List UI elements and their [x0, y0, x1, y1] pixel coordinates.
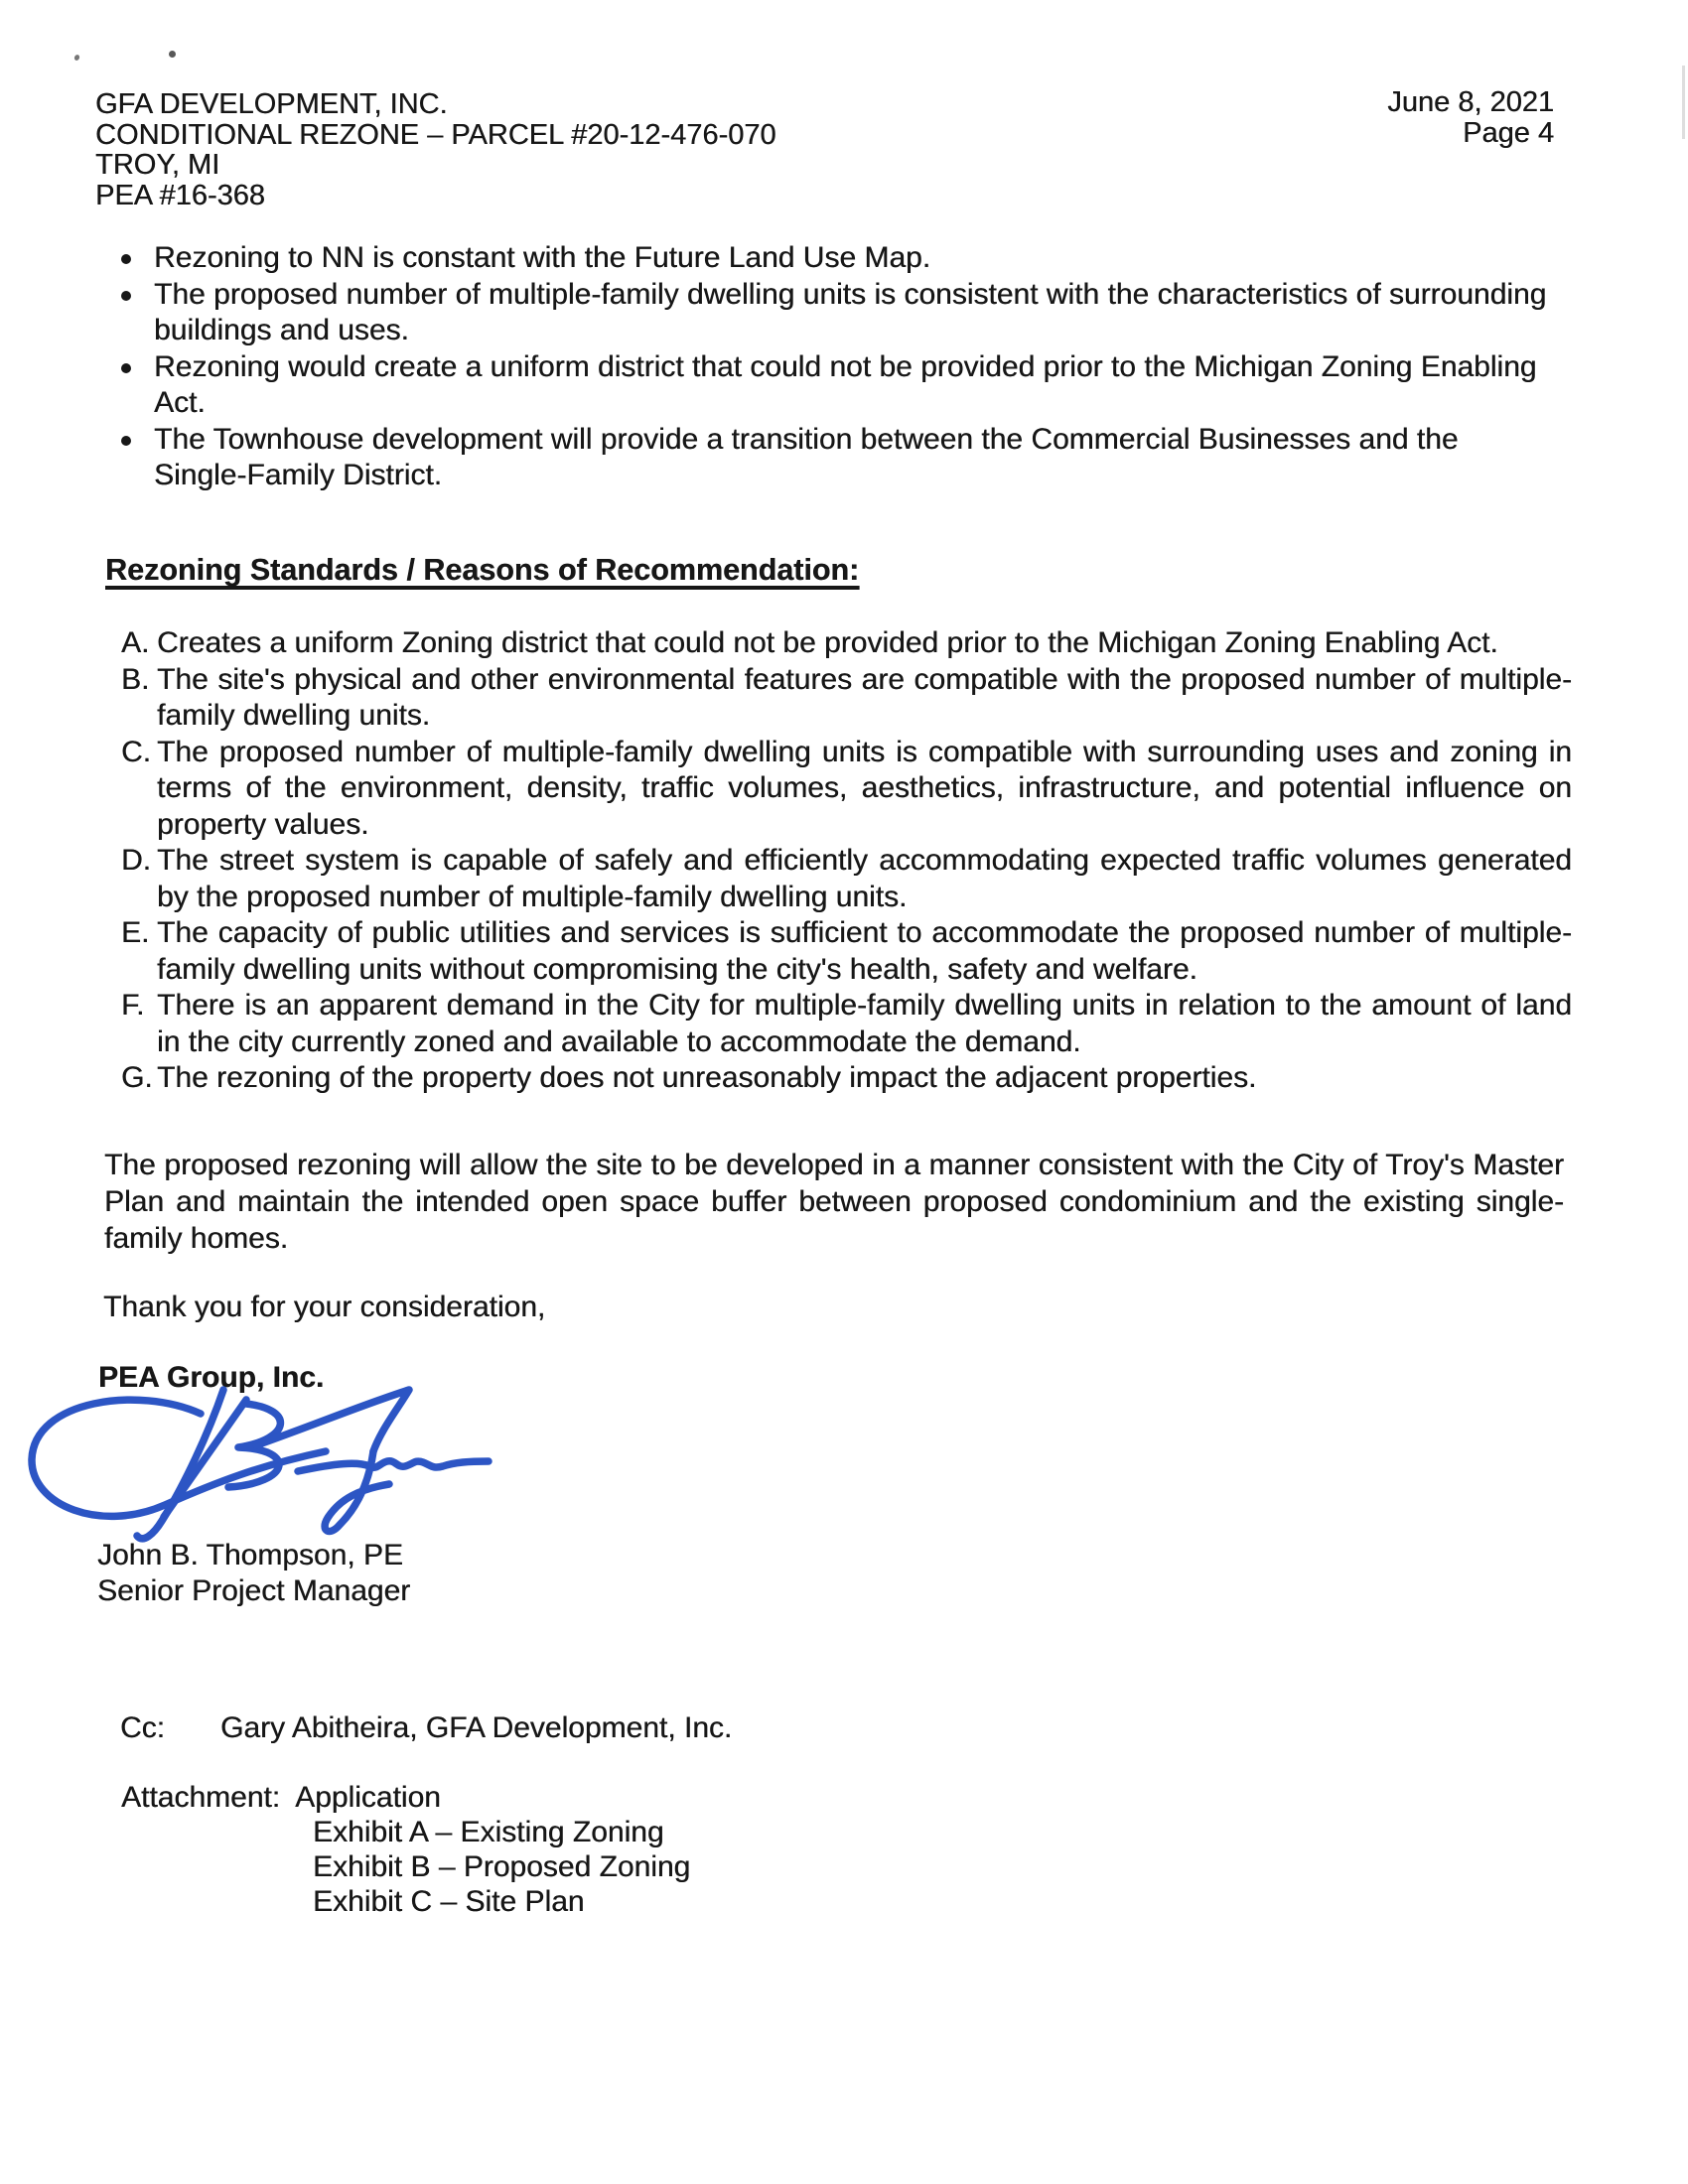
- item-marker: B.: [121, 662, 150, 696]
- item-text: The site's physical and other environmental features are compatible with the proposed number of multiple-family dwelling units.: [157, 662, 1572, 732]
- item-marker: E.: [121, 916, 150, 949]
- item-marker: G.: [121, 1061, 153, 1094]
- page-number: Page 4: [1463, 117, 1554, 149]
- standards-item: [121, 843, 1572, 915]
- attachment-item: Exhibit C – Site Plan: [313, 1885, 585, 1918]
- standards-item: [121, 735, 1572, 844]
- bullet-item: [121, 422, 1549, 494]
- item-marker: C.: [121, 735, 151, 768]
- summary-bullet-list: [121, 240, 1549, 494]
- attachment-item: Application: [295, 1781, 441, 1814]
- item-text: The proposed number of multiple-family dwelling units is compatible with surrounding uses and zoning in terms of the environment, density, traffic volumes, aesthetics, infrastructure, and potential influence on property values.: [157, 735, 1572, 841]
- signature-company: PEA Group, Inc.: [98, 1361, 325, 1394]
- attachment-block: [121, 1780, 690, 1919]
- standards-item: [121, 662, 1572, 735]
- section-heading: Rezoning Standards / Reasons of Recommendation:: [105, 553, 860, 587]
- scan-artifact: [1682, 66, 1685, 139]
- standards-item: [121, 915, 1572, 988]
- attachment-label: Attachment:: [121, 1781, 281, 1814]
- scan-speckle: [73, 54, 80, 62]
- bullet-marker-icon: [121, 240, 154, 264]
- standards-list: [121, 625, 1572, 1097]
- item-marker: A.: [121, 626, 150, 659]
- bullet-item: [121, 277, 1549, 349]
- project-line: CONDITIONAL REZONE – PARCEL #20-12-476-070: [95, 118, 776, 151]
- signature-block: [97, 1538, 410, 1609]
- bullet-text: The Townhouse development will provide a transition between the Commercial Businesses and the Single-Family District.: [154, 422, 1459, 491]
- letterhead-block: [95, 89, 776, 210]
- bullet-text: Rezoning would create a uniform district that could not be provided prior to the Michigan Zoning Enabling Act.: [154, 349, 1537, 419]
- item-text: The rezoning of the property does not unreasonably impact the adjacent properties.: [157, 1061, 1257, 1094]
- date-line: June 8, 2021: [1387, 86, 1554, 118]
- closing-paragraph: The proposed rezoning will allow the site to be developed in a manner consistent with the City of Troy's Master Plan and maintain the intended open space buffer between proposed condominium and the existing single-family homes.: [104, 1149, 1564, 1255]
- item-text: The street system is capable of safely and efficiently accommodating expected traffic volumes generated by the proposed number of multiple-family dwelling units.: [157, 844, 1572, 913]
- bullet-text: Rezoning to NN is constant with the Future Land Use Map.: [154, 241, 931, 274]
- thanks-line: Thank you for your consideration,: [103, 1291, 546, 1323]
- scan-speckle: [169, 51, 176, 58]
- attachment-row: [121, 1780, 690, 1815]
- bullet-item: [121, 349, 1549, 422]
- project-number-line: PEA #16-368: [95, 179, 265, 211]
- exhibit-list: [121, 1815, 690, 1919]
- bullet-item: [121, 240, 1549, 277]
- standards-item: [121, 1060, 1572, 1097]
- standards-item: [121, 988, 1572, 1060]
- signer-title: Senior Project Manager: [97, 1574, 411, 1607]
- item-text: The capacity of public utilities and services is sufficient to accommodate the proposed number of multiple-family dwelling units without compromising the city's health, safety and welfare.: [157, 916, 1572, 986]
- standards-item: [121, 625, 1572, 662]
- bullet-text: The proposed number of multiple-family dwelling units is consistent with the characteristics of surrounding buildings and uses.: [154, 277, 1547, 346]
- signer-name: John B. Thompson, PE: [97, 1539, 403, 1571]
- cc-value: Gary Abitheira, GFA Development, Inc.: [220, 1711, 733, 1744]
- city-line: TROY, MI: [95, 149, 220, 181]
- attachment-item: Exhibit A – Existing Zoning: [313, 1816, 664, 1848]
- date-page-block: [1092, 87, 1554, 149]
- cc-row: [120, 1711, 732, 1745]
- attachment-item: Exhibit B – Proposed Zoning: [313, 1850, 691, 1883]
- bullet-marker-icon: [121, 349, 154, 373]
- item-marker: F.: [121, 989, 145, 1022]
- item-text: There is an apparent demand in the City for multiple-family dwelling units in relation to the amount of land in the city currently zoned and available to accommodate the demand.: [157, 989, 1572, 1058]
- bullet-marker-icon: [121, 422, 154, 446]
- cc-label: Cc:: [120, 1711, 165, 1744]
- item-text: Creates a uniform Zoning district that could not be provided prior to the Michigan Zoning Enabling Act.: [157, 626, 1498, 659]
- company-name-line: GFA DEVELOPMENT, INC.: [95, 88, 448, 120]
- signature-ink: [20, 1382, 508, 1551]
- item-marker: D.: [121, 844, 151, 877]
- bullet-marker-icon: [121, 277, 154, 301]
